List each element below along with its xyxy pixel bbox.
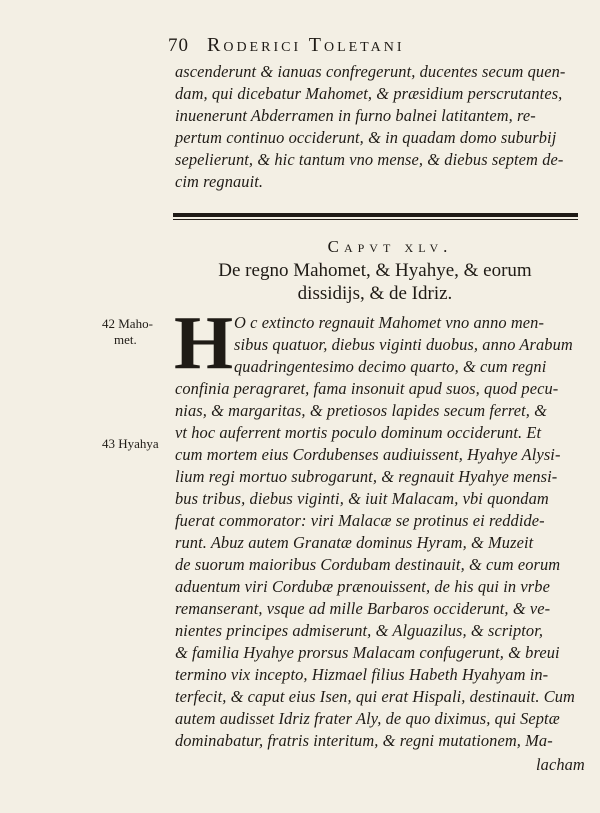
text-line: pertum continuo occiderunt, & in quadam domo suburbij (175, 128, 557, 147)
margin-note-continuation: met. (114, 332, 137, 347)
margin-note (102, 436, 159, 452)
text-line: cim regnauit. (175, 172, 264, 191)
chapter-subtitle-line: dissidijs, & de Idriz. (297, 283, 453, 304)
text-line: sepelierunt, & hic tantum vno mense, & diebus septem de- (175, 150, 564, 169)
section-rule-thin (173, 219, 578, 220)
text-line: aduentum viri Cordubæ prænouissent, de his qui in vrbe (175, 577, 550, 596)
text-line: inuenerunt Abderramen in furno balnei latitantem, re- (175, 106, 536, 125)
text-line: dam, qui dicebatur Mahomet, & præsidium perscrutantes, (175, 84, 563, 103)
text-line: ascenderunt & ianuas confregerunt, ducentes secum quen- (175, 62, 566, 81)
margin-note-text: Hyahya (118, 436, 159, 451)
chapter-subtitle-line: De regno Mahomet, & Hyahye, & eorum (218, 260, 532, 281)
chapter-title: Capvt xlv. (327, 237, 453, 256)
margin-note-number: 43 (102, 436, 115, 451)
running-head (168, 34, 568, 60)
text-line: fuerat commorator: viri Malacæ se protinus ei reddide- (175, 511, 545, 530)
margin-note (102, 316, 153, 332)
text-line: autem audisset Idriz frater Aly, de quo diximus, qui Septæ (175, 709, 560, 728)
text-line: terfecit, & caput eius Isen, qui erat Hispali, destinauit. Cum (175, 687, 575, 706)
running-head-title: Roderici Toletani (207, 34, 405, 56)
text-line: nientes principes admiserunt, & Alguazilus, & scriptor, (175, 621, 544, 640)
text-line: bus tribus, diebus viginti, & iuit Malacam, vbi quondam (175, 489, 549, 508)
text-line: de suorum maioribus Cordubam destinauit, & cum eorum (175, 555, 561, 574)
drop-initial: H (174, 301, 234, 385)
section-rule (173, 213, 578, 217)
text-line: dominabatur, fratris interitum, & regni mutationem, Ma- (175, 731, 553, 750)
catchword: lacham (536, 755, 585, 774)
text-line: sibus quatuor, diebus viginti duobus, anno Arabum (234, 335, 573, 354)
text-line: nias, & margaritas, & pretiosos lapides secum ferret, & (175, 401, 548, 420)
text-line: runt. Abuz autem Granatæ dominus Hyram, & Muzeit (175, 533, 534, 552)
text-line: & familia Hyahye prorsus Malacam confugerunt, & breui (175, 643, 560, 662)
text-line: vt hoc auferrent mortis poculo dominum occiderunt. Et (175, 423, 542, 442)
text-line: confinia peragraret, fama insonuit apud suos, quod pecu- (175, 379, 559, 398)
text-line: O c extincto regnauit Mahomet vno anno men- (234, 313, 545, 332)
text-line: termino vix incepto, Hizmael filius Habeth Hyahyam in- (175, 665, 549, 684)
margin-note-number: 42 (102, 316, 115, 331)
text-line: lium regi mortuo subrogarunt, & regnauit Hyahye mensi- (175, 467, 558, 486)
margin-note-text: Maho- (118, 316, 153, 331)
text-line: quadringentesimo decimo quarto, & cum regni (234, 357, 547, 376)
text-line: cum mortem eius Cordubenses audiuissent, Hyahye Alysi- (175, 445, 561, 464)
text-line: remanserant, vsque ad mille Barbaros occiderunt, & ve- (175, 599, 551, 618)
page-number: 70 (168, 35, 189, 56)
